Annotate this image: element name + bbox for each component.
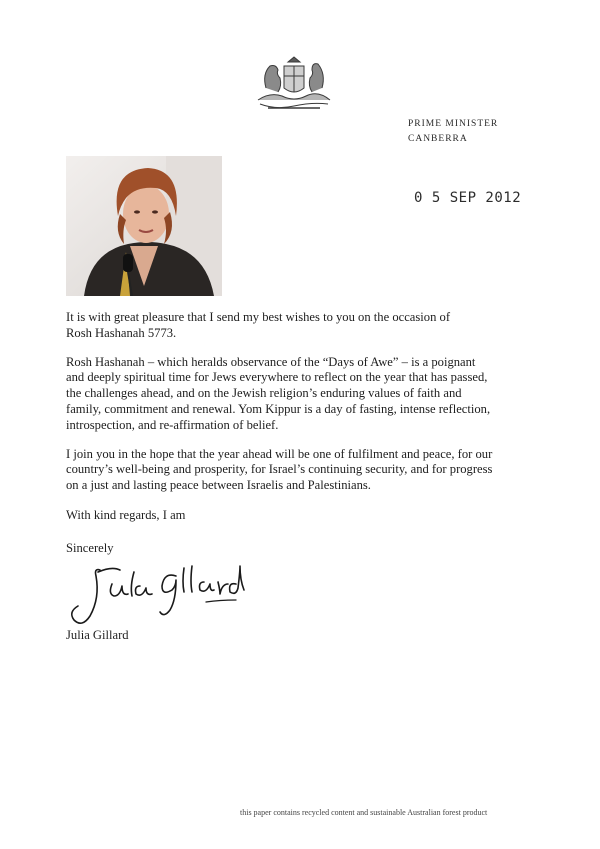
body-line: country’s well-being and prosperity, for Israel’s continuing security, and for progress (66, 462, 493, 477)
body-line: I join you in the hope that the year ahead will be one of fulfilment and peace, for our (66, 446, 493, 461)
body-line: It is with great pleasure that I send my best wishes to you on the occasion of (66, 310, 451, 324)
date-stamp: 0 5 SEP 2012 (414, 190, 522, 206)
closing-line: With kind regards, I am (66, 508, 186, 522)
body-line: introspection, and re-affirmation of belief. (66, 417, 279, 432)
body-line: on a just and lasting peace between Israelis and Palestinians. (66, 478, 371, 493)
office-title: PRIME MINISTER (408, 119, 499, 129)
coat-of-arms-icon (254, 54, 334, 112)
office-location: CANBERRA (408, 134, 468, 144)
body-line: and deeply spiritual time for Jews everywhere to reflect on the year that has passed, (66, 370, 488, 385)
paragraph-rosh-hashanah (66, 355, 546, 434)
body-line: Rosh Hashanah 5773. (66, 325, 177, 340)
handwritten-signature-icon (60, 562, 270, 632)
portrait-photo (66, 156, 222, 296)
footer-note: this paper contains recycled content and sustainable Australian forest product (240, 808, 488, 817)
portrait-photo-icon (66, 156, 222, 296)
signer-name: Julia Gillard (66, 628, 129, 642)
paragraph-greeting (66, 310, 546, 342)
letter-body (66, 310, 546, 507)
body-line: family, commitment and renewal. Yom Kippur is a day of fasting, intense reflection, (66, 401, 491, 416)
body-line: Rosh Hashanah – which heralds observance of the “Days of Awe” – is a poignant (66, 354, 476, 369)
paragraph-hope (66, 447, 546, 494)
letterhead-office (408, 117, 498, 147)
body-line: the challenges ahead, and on the Jewish religion’s enduring values of faith and (66, 386, 462, 401)
signoff: Sincerely (66, 541, 114, 555)
